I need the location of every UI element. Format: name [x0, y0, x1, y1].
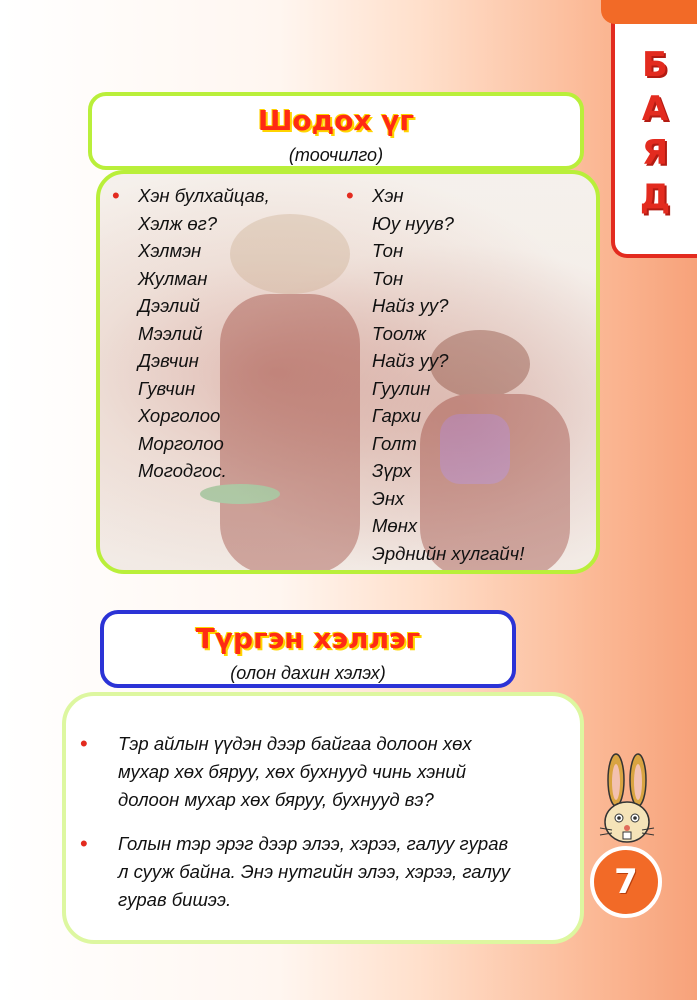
riddle-title-box: [88, 92, 584, 170]
riddle-line: Хорголоо: [138, 405, 221, 426]
riddle-line: Энх: [372, 487, 405, 509]
riddle-line: Могодгос.: [138, 460, 227, 481]
riddle-line: Гувчин: [138, 377, 196, 399]
riddle-line: Дэвчин: [138, 350, 199, 371]
riddle-line: Морголоо: [138, 432, 224, 454]
tongue-twister-item: [80, 730, 570, 814]
tongue-twister-line: мухар хөх бяруу, хөх бухнууд чинь хэний: [118, 761, 466, 782]
riddle-line: Тоолж: [372, 322, 427, 344]
riddle-panel: [96, 170, 600, 574]
riddle-line: Хэлж өг?: [138, 212, 218, 234]
riddle-line: Гуулин: [372, 377, 431, 399]
tongue-twister-line: Голын тэр эрэг дээр элээ, хэрээ, галуу гурав: [118, 833, 509, 854]
side-letter: Я: [641, 133, 669, 173]
riddle-line: Голт: [372, 432, 417, 454]
bullet-icon: •: [80, 831, 88, 856]
riddle-line: Мээлий: [138, 322, 203, 344]
side-letter: Б: [642, 45, 668, 85]
riddle-line: Эрднийн хулгайч!: [372, 542, 525, 564]
page-number-badge: [590, 846, 662, 918]
tongue-twister-title-box: [100, 610, 516, 688]
riddle-line: Жулман: [138, 267, 208, 289]
riddle-line: Зүрх: [372, 460, 412, 481]
side-tab-top-band: [601, 0, 697, 24]
tongue-twister-line: Тэр айлын үүдэн дээр байгаа долоон хөх: [118, 733, 472, 754]
riddle-title: Шодох үг: [257, 104, 415, 137]
riddle-line: • Хэн булхайцав,: [112, 182, 270, 210]
riddle-column-1: [112, 182, 270, 485]
tongue-twister-item: [80, 830, 570, 914]
riddle-line: Найз уу?: [372, 350, 449, 371]
tongue-twister-subtitle: (олон дахин хэлэх): [230, 663, 386, 683]
riddle-line: Тон: [372, 240, 404, 261]
riddle-line: Дээлий: [138, 295, 200, 316]
side-tab-letters: [635, 45, 675, 217]
riddle-line: Найз уу?: [372, 295, 449, 316]
riddle-subtitle: (тоочилго): [288, 145, 384, 165]
tongue-twister-line: долоон мухар хөх бяруу, бухнууд вэ?: [118, 789, 434, 810]
tongue-twister-panel: [62, 692, 584, 944]
side-letter: А: [641, 89, 669, 129]
riddle-line: Тон: [372, 267, 404, 289]
riddle-line: Юу нуув?: [372, 212, 454, 234]
riddle-line: • Хэн: [346, 182, 524, 210]
riddle-column-2: [346, 182, 524, 567]
riddle-line: Мөнх: [372, 515, 418, 536]
page-number: 7: [614, 862, 638, 902]
tongue-twister-line: л сууж байна. Энэ нутгийн элээ, хэрээ, галуу: [118, 861, 511, 882]
tongue-twister-line: гурав бишээ.: [118, 889, 232, 910]
bullet-icon: •: [80, 731, 88, 756]
riddle-line: Хэлмэн: [138, 240, 202, 261]
side-letter: Д: [639, 177, 671, 217]
riddle-line: Гархи: [372, 405, 421, 426]
tongue-twister-title: Түргэн хэллэг: [195, 622, 421, 655]
